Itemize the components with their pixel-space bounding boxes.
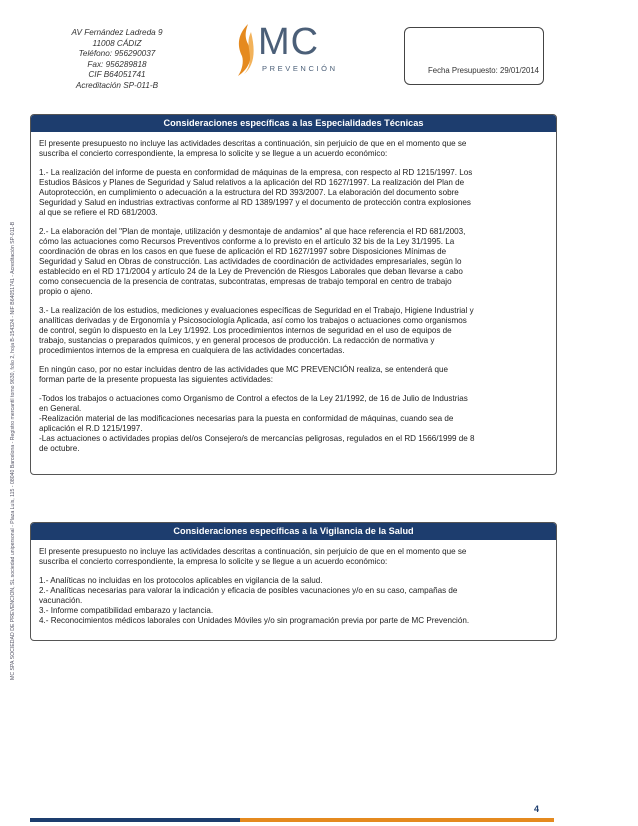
footer-bar-orange (240, 818, 554, 822)
paragraph-3 (39, 306, 550, 356)
list-item: 4.- Reconocimientos médicos laborales con Unidades Móviles y/o sin programación previa por parte de MC Prevención. (39, 616, 470, 625)
text-line: En ningún caso, por no estar incluidas dentro de las actividades que MC PREVENCIÓN realiza, se entenderá que (39, 365, 448, 374)
page-number: 4 (534, 804, 540, 814)
budget-date: Fecha Presupuesto: 29/01/2014 (428, 66, 539, 75)
address-line: AV Fernández Ladreda 9 (71, 28, 163, 37)
address-line: Teléfono: 956290037 (78, 49, 156, 58)
text-line: analíticas derivadas y de Ergonomía y Psicosociología Aplicada, así como los trabajos o actuaciones como organismos (39, 316, 467, 325)
text-line: 2.- La elaboración del "Plan de montaje, utilización y desmontaje de andamios" al que hace referencia el RD 681/2003, (39, 227, 466, 236)
paragraph-2 (39, 227, 550, 297)
address-line: Acreditación SP-011-B (75, 80, 159, 90)
list-item: vacunación. (39, 596, 83, 605)
logo-text: MC (258, 21, 320, 63)
text-line: coordinación de obras en los casos en que fuese de aplicación el RD 1627/1997 sobre Disposiciones Mínimas de (39, 247, 447, 256)
text-line: al que se refiere el RD 681/2003. (39, 208, 158, 217)
date-box (404, 27, 544, 85)
logo-subtitle: PREVENCIÓN (262, 64, 338, 73)
intro-paragraph (39, 547, 550, 567)
list-item: 2.- Analíticas necesarias para valorar la indicación y eficacia de posibles vacunaciones y/o en su caso, campañas de (39, 586, 458, 595)
text-line: en General. (39, 404, 82, 413)
intro-paragraph (39, 139, 550, 159)
text-line: -Todos los trabajos o actuaciones como Organismo de Control a efectos de la Ley 21/1992, de 16 de Julio de Industrias (39, 394, 468, 403)
paragraph-5 (39, 394, 550, 454)
section-body (31, 132, 556, 474)
text-line: de control, según lo dispuesto en la Ley 1/1992. Los procedimientos internos de seguridad en el uso de equipos de (39, 326, 452, 335)
text-line: como consecuencia de la presencia de contratas, subcontratas, empresas de trabajo temporal en centro de trabajo (39, 277, 452, 286)
text-line: procedimientos internos de la empresa en cualquiera de las actividades concertadas. (39, 346, 345, 355)
address-line: CIF B64051741 (88, 70, 146, 79)
section-health (30, 522, 557, 641)
address-line: Fax: 956289818 (87, 59, 147, 69)
text-line: Seguridad y Salud en Obras de construcción. Las actividades de coordinación de actividades empresariales, según lo (39, 257, 462, 266)
text-line: trabajo, sustancias o preparados químicos, y en general procesos de producción. La redacción de normativa y (39, 336, 435, 345)
paragraph-4 (39, 365, 550, 385)
side-legal-text: MC SPA SOCIEDAD DE PREVENCIÓN, SL sociedad unipersonal - Plaza Luis, 115 - 08040 Barcelona - Registro mercantil tomo 9630, folio 2, hoja B-154324 - NIF B64051741 - Acreditación SP-011-B (10, 221, 16, 680)
footer-bar (30, 818, 554, 822)
address-line: 11008 CÁDIZ (92, 38, 142, 48)
section-title: Consideraciones específicas a las Especialidades Técnicas (31, 115, 556, 132)
text-line: -Realización material de las modificaciones necesarias para la puesta en conformidad de máquinas, cuando sea de (39, 414, 454, 423)
section-technical (30, 114, 557, 475)
text-line: El presente presupuesto no incluye las actividades descritas a continuación, sin perjuicio de que en el momento que se (39, 139, 467, 148)
list-item: 1.- Analíticas no incluidas en los protocolos aplicables en vigilancia de la salud. (39, 576, 323, 585)
section-title: Consideraciones específicas a la Vigilancia de la Salud (31, 523, 556, 540)
text-line: establecido en el RD 171/2004 y artículo 24 de la Ley de Prevención de Riesgos Laborales que deban llevarse a cabo (39, 267, 463, 276)
paragraph-1 (39, 168, 550, 218)
footer-bar-navy (30, 818, 240, 822)
text-line: suscriba el concierto correspondiente, la empresa lo solicite y se llegue a un acuerdo económico: (39, 149, 388, 158)
text-line: Autoprotección, en cumplimiento o adecuación a la estructura del RD 393/2007. La elaboración del documento sobre (39, 188, 459, 197)
section-body (31, 540, 556, 640)
text-line: Seguridad y Salud en industrias extractivas conforme al RD 1389/1997 y el documento de protección contra explosiones (39, 198, 471, 207)
text-line: -Las actuaciones o actividades propias del/os Consejero/s de mercancías peligrosas, regulados en el RD 1566/1999 de 8 (39, 434, 475, 443)
text-line: forman parte de la presente propuesta las siguientes actividades: (39, 375, 273, 384)
flame-logo-icon (232, 22, 258, 78)
text-line: El presente presupuesto no incluye las actividades descritas a continuación, sin perjuicio de que en el momento que se (39, 547, 467, 556)
text-line: aplicación el R.D 1215/1997. (39, 424, 143, 433)
text-line: cómo las actuaciones como Recursos Preventivos conforme a lo previsto en el artículo 32 bis de la Ley 31/1995. La (39, 237, 455, 246)
list-item: 3.- Informe compatibilidad embarazo y lactancia. (39, 606, 214, 615)
text-line: suscriba el concierto correspondiente, la empresa lo solicite y se llegue a un acuerdo económico: (39, 557, 388, 566)
text-line: propio o ajeno. (39, 287, 93, 296)
text-line: de octubre. (39, 444, 80, 453)
company-logo (232, 22, 362, 80)
text-line: 3.- La realización de los estudios, mediciones y evaluaciones específicas de Seguridad en el Trabajo, Higiene Industrial y (39, 306, 474, 315)
health-items (39, 576, 550, 626)
company-address (62, 28, 172, 91)
text-line: Estudios Básicos y Planes de Seguridad y Salud relativos a la aplicación del RD 1627/1997. La realización del Plan de (39, 178, 465, 187)
text-line: 1.- La realización del informe de puesta en conformidad de máquinas de la empresa, con respecto al RD 1215/1997. Los (39, 168, 473, 177)
